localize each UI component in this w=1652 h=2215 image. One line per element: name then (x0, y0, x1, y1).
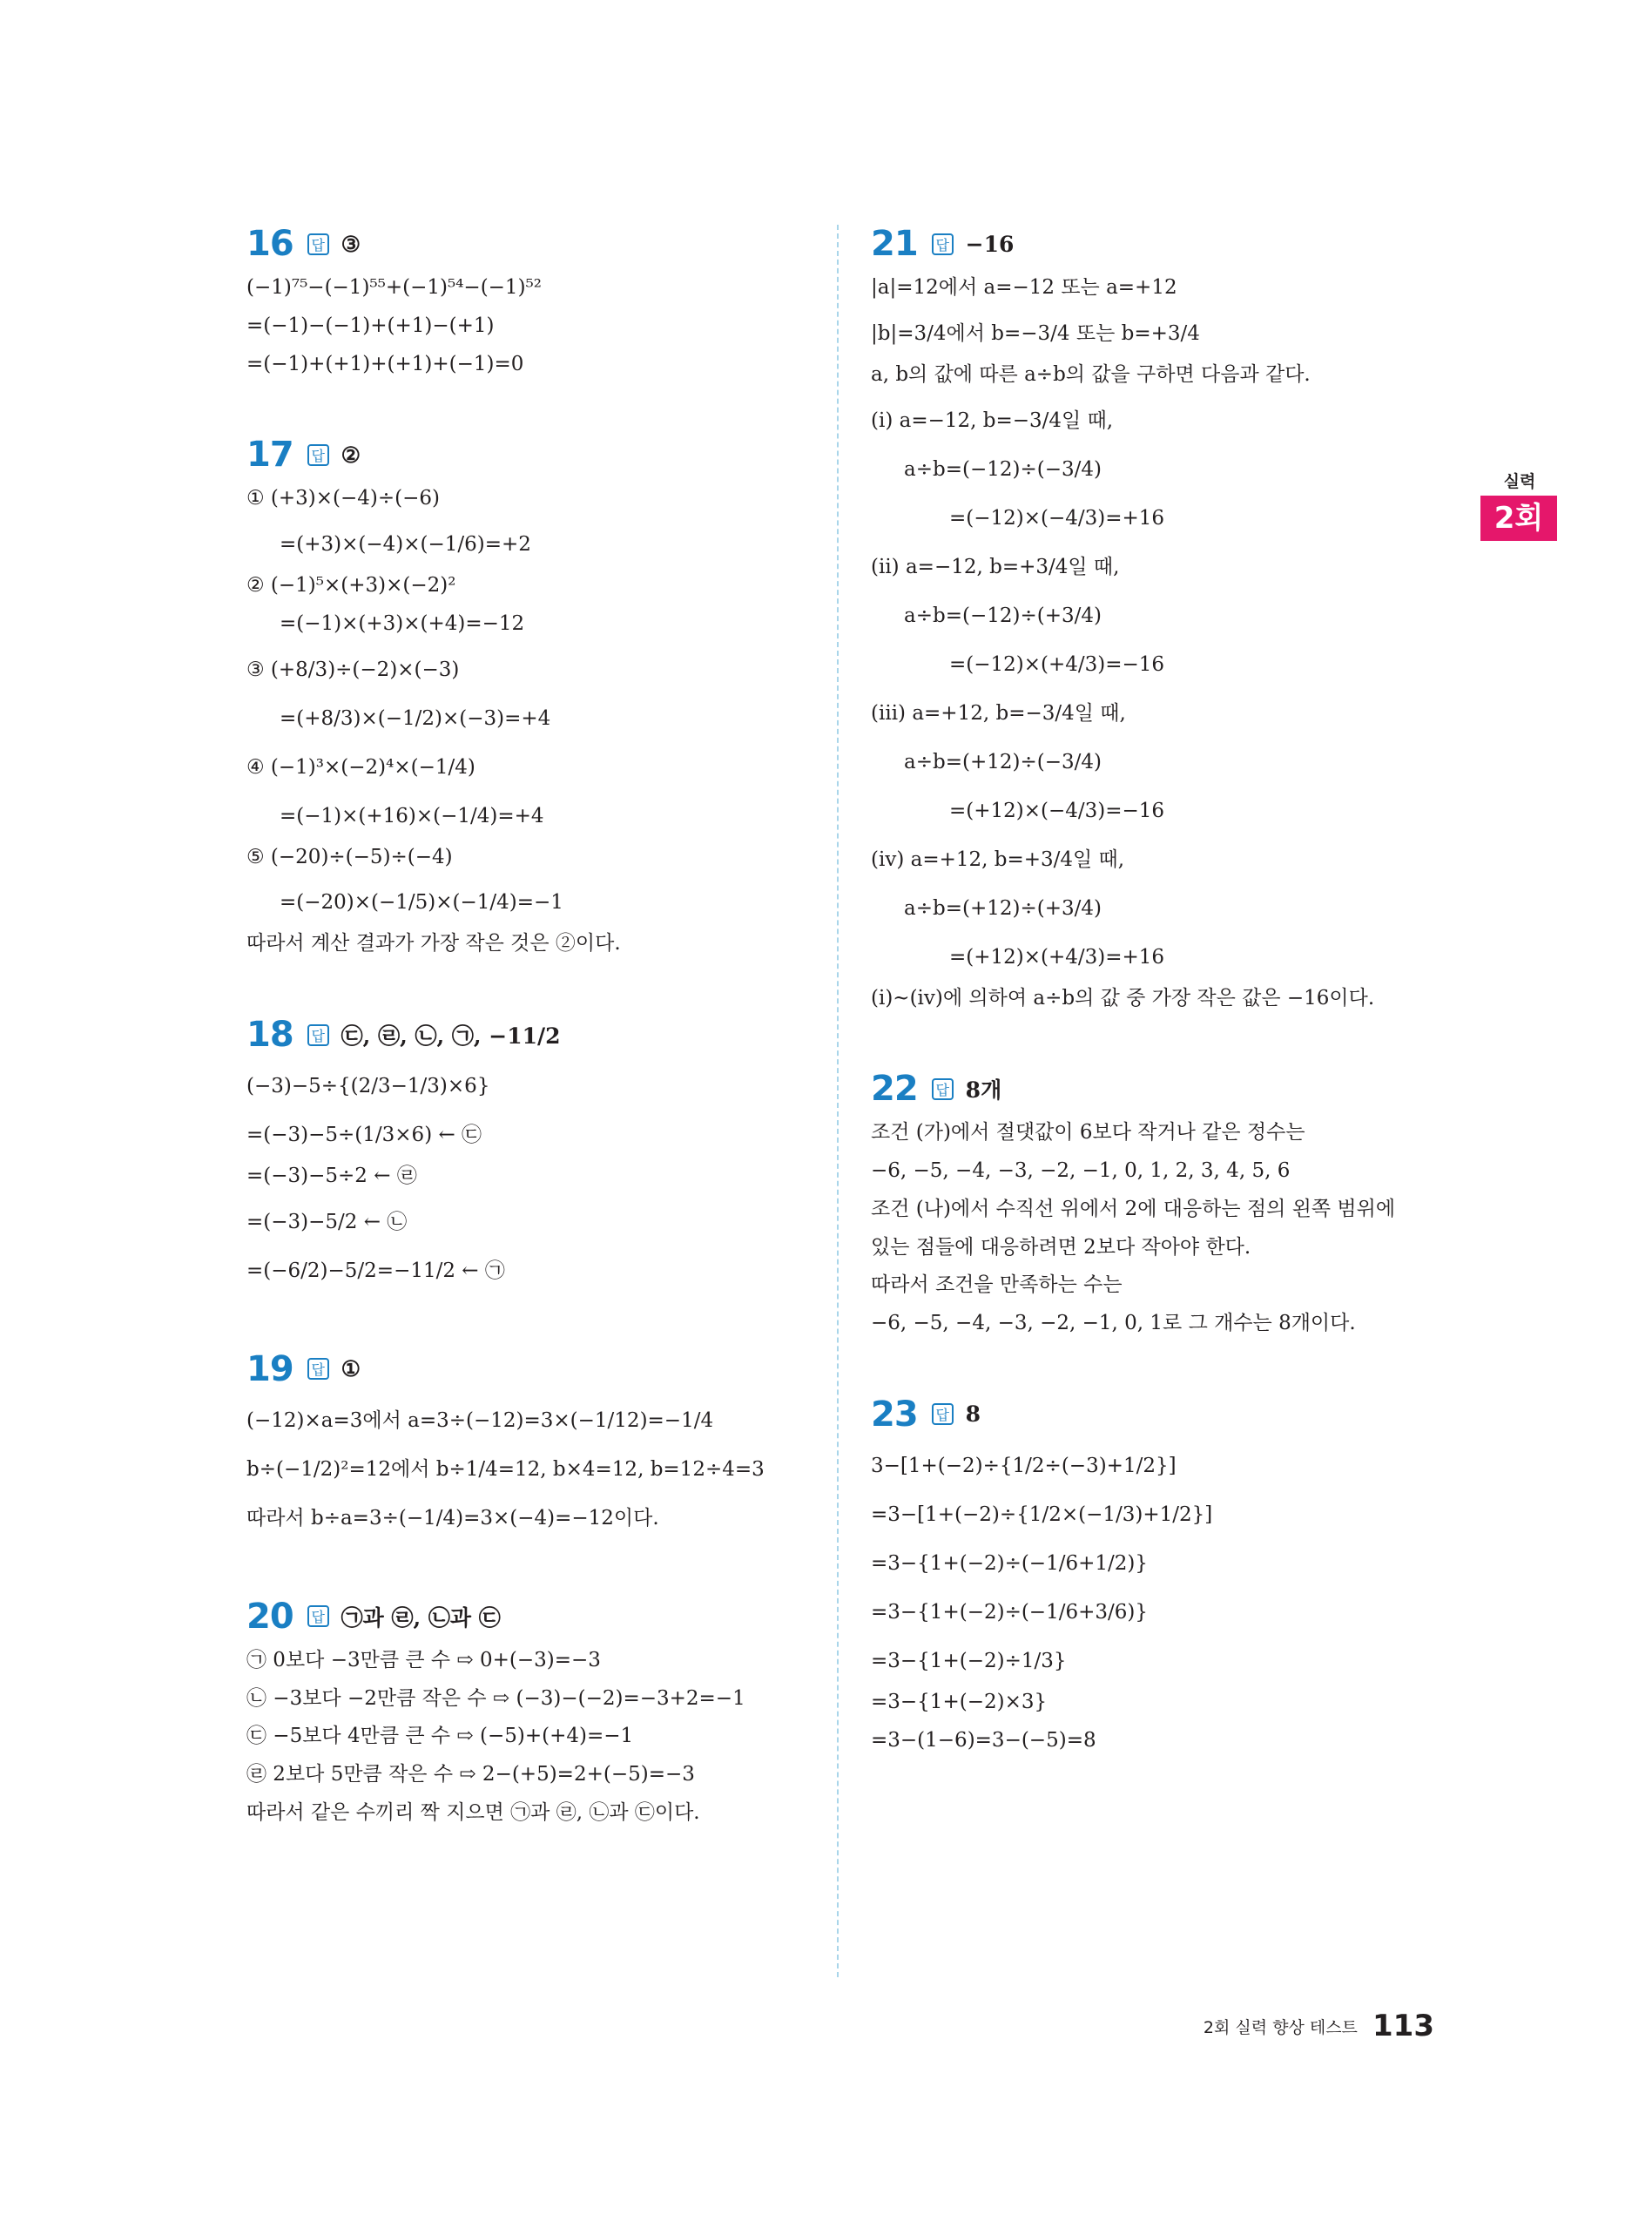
problem-18 (246, 1009, 804, 1291)
solution-line: ㉣ 2보다 5만큼 작은 수 ⇨ 2−(+5)=2+(−5)=−3 (246, 1763, 695, 1786)
problem-17 (246, 429, 804, 956)
solution-line: =(+12)×(−4/3)=−16 (949, 799, 1165, 822)
answer-value: ㉠과 ㉣, ㉡과 ㉢ (341, 1604, 501, 1631)
solution-line: =(−3)−5÷2 ← ㉣ (246, 1165, 417, 1187)
answer-badge: 답 (932, 1078, 954, 1100)
answer-value: ① (341, 1356, 361, 1382)
solution-line: (−12)×a=3에서 a=3÷(−12)=3×(−1/12)=−1/4 (246, 1408, 714, 1432)
answer-badge: 답 (307, 1024, 329, 1046)
right-column (871, 218, 1428, 1805)
problem-header (246, 1009, 804, 1061)
problem-header (246, 1590, 804, 1643)
solution-line: 3−[1+(−2)÷{1/2÷(−3)+1/2}] (871, 1454, 1177, 1477)
solution-line: a÷b=(−12)÷(−3/4) (904, 457, 1102, 481)
solution-line: =(−6/2)−5/2=−11/2 ← ㉠ (246, 1259, 505, 1282)
solution-line: =3−(1−6)=3−(−5)=8 (871, 1728, 1096, 1752)
answer-badge: 답 (307, 444, 329, 466)
answer-badge: 답 (307, 1605, 329, 1627)
left-column (246, 218, 804, 1878)
solution-line: a÷b=(+12)÷(+3/4) (904, 896, 1102, 920)
answer-badge: 답 (932, 233, 954, 255)
solution-line: (−1)⁷⁵−(−1)⁵⁵+(−1)⁵⁴−(−1)⁵² (246, 276, 542, 299)
problem-header (871, 1063, 1428, 1115)
solution-line: ⑤ (−20)÷(−5)÷(−4) (246, 845, 453, 868)
problem-header (246, 218, 804, 270)
footer-title: 2회 실력 향상 테스트 (1203, 2017, 1358, 2037)
solution-line: b÷(−1/2)²=12에서 b÷1/4=12, b×4=12, b=12÷4=3 (246, 1457, 765, 1481)
solution-line: =3−{1+(−2)×3} (871, 1690, 1048, 1713)
problem-header (246, 1343, 804, 1395)
solution-line: =(−12)×(−4/3)=+16 (949, 506, 1165, 530)
solution-line: −6, −5, −4, −3, −2, −1, 0, 1로 그 개수는 8개이다. (871, 1312, 1356, 1334)
solution-line: =(+8/3)×(−1/2)×(−3)=+4 (280, 706, 551, 730)
solution-line: =(−12)×(+4/3)=−16 (949, 652, 1165, 676)
solution-line: 따라서 계산 결과가 가장 작은 것은 ②이다. (246, 932, 621, 956)
solution-line: =3−{1+(−2)÷1/3} (871, 1649, 1067, 1672)
solution-line: ④ (−1)³×(−2)⁴×(−1/4) (246, 755, 475, 779)
page-footer (1132, 2009, 1434, 2043)
problem-header (871, 1388, 1428, 1441)
solution-line: =3−[1+(−2)÷{1/2×(−1/3)+1/2}] (871, 1503, 1213, 1526)
answer-value: 8 (965, 1401, 981, 1428)
solution-line: =3−{1+(−2)÷(−1/6+1/2)} (871, 1551, 1148, 1575)
solution-line: =(−1)×(+16)×(−1/4)=+4 (280, 804, 544, 827)
solution-line: =(−1)+(+1)+(+1)+(−1)=0 (246, 352, 524, 375)
answer-value: ㉢, ㉣, ㉡, ㉠, −11/2 (341, 1023, 561, 1049)
solution-line: |a|=12에서 a=−12 또는 a=+12 (871, 276, 1177, 299)
problem-number: 23 (871, 1394, 918, 1435)
solution-line: 있는 점들에 대응하려면 2보다 작아야 한다. (871, 1235, 1251, 1259)
problem-header (246, 429, 804, 481)
solution-line: (ⅰ)~(ⅳ)에 의하여 a÷b의 값 중 가장 작은 값은 −16이다. (871, 986, 1375, 1010)
problem-number: 22 (871, 1069, 918, 1110)
problem-number: 21 (871, 224, 918, 264)
answer-value: ③ (341, 231, 361, 257)
section-tab (1480, 469, 1557, 541)
solution-line: ㉠ 0보다 −3만큼 큰 수 ⇨ 0+(−3)=−3 (246, 1648, 601, 1671)
solution-line: =(−20)×(−1/5)×(−1/4)=−1 (280, 891, 563, 915)
problem-number: 16 (246, 224, 293, 264)
solution-line: a, b의 값에 따른 a÷b의 값을 구하면 다음과 같다. (871, 362, 1311, 386)
answer-badge: 답 (307, 233, 329, 255)
page-number: 113 (1372, 2009, 1434, 2043)
solution-line: =(−3)−5/2 ← ㉡ (246, 1210, 408, 1233)
answer-value: 8개 (965, 1077, 1002, 1104)
problem-19 (246, 1343, 804, 1538)
solution-line: 조건 (나)에서 수직선 위에서 2에 대응하는 점의 왼쪽 범위에 (871, 1197, 1396, 1220)
section-tab-label: 실력 (1503, 472, 1536, 491)
solution-line: ③ (+8/3)÷(−2)×(−3) (246, 658, 460, 681)
solution-line: ① (+3)×(−4)÷(−6) (246, 487, 441, 510)
problem-22 (871, 1063, 1428, 1336)
solution-line: =3−{1+(−2)÷(−1/6+3/6)} (871, 1600, 1148, 1624)
problem-number: 18 (246, 1015, 293, 1055)
answer-value: −16 (965, 231, 1015, 257)
solution-line: =(−3)−5÷(1/3×6) ← ㉢ (246, 1124, 482, 1146)
solution-line: (ⅲ) a=+12, b=−3/4일 때, (871, 701, 1126, 725)
section-tab-round: 2회 (1480, 496, 1557, 541)
problem-16 (246, 218, 804, 376)
column-divider (837, 225, 839, 1977)
problem-number: 20 (246, 1596, 293, 1637)
solution-line: −6, −5, −4, −3, −2, −1, 0, 1, 2, 3, 4, 5, 6 (871, 1159, 1291, 1182)
solution-line: ㉢ −5보다 4만큼 큰 수 ⇨ (−5)+(+4)=−1 (246, 1725, 634, 1748)
problem-header (871, 218, 1428, 270)
solution-line: (ⅳ) a=+12, b=+3/4일 때, (871, 848, 1125, 871)
solution-line: =(+12)×(+4/3)=+16 (949, 945, 1165, 969)
answer-badge: 답 (307, 1358, 329, 1380)
solution-line: =(−1)−(−1)+(+1)−(+1) (246, 314, 495, 337)
solution-line: |b|=3/4에서 b=−3/4 또는 b=+3/4 (871, 321, 1200, 345)
answer-value: ② (341, 442, 361, 468)
solution-line: 따라서 b÷a=3÷(−1/4)=3×(−4)=−12이다. (246, 1506, 659, 1530)
solution-line: 따라서 조건을 만족하는 수는 (871, 1273, 1123, 1297)
solution-line: ② (−1)⁵×(+3)×(−2)² (246, 574, 456, 597)
solution-line: =(−1)×(+3)×(+4)=−12 (280, 611, 525, 635)
solution-line: ㉡ −3보다 −2만큼 작은 수 ⇨ (−3)−(−2)=−3+2=−1 (246, 1686, 745, 1710)
solution-line: (ⅰ) a=−12, b=−3/4일 때, (871, 409, 1114, 432)
problem-number: 17 (246, 435, 293, 476)
solution-line: 따라서 같은 수끼리 짝 지으면 ㉠과 ㉣, ㉡과 ㉢이다. (246, 1800, 700, 1824)
solution-line: (−3)−5÷{(2/3−1/3)×6} (246, 1075, 490, 1097)
problem-23 (871, 1388, 1428, 1753)
solution-line: (ⅱ) a=−12, b=+3/4일 때, (871, 555, 1120, 578)
answer-badge: 답 (932, 1403, 954, 1425)
solution-line: =(+3)×(−4)×(−1/6)=+2 (280, 533, 531, 556)
solution-line: 조건 (가)에서 절댓값이 6보다 작거나 같은 정수는 (871, 1121, 1305, 1145)
problem-20 (246, 1590, 804, 1826)
problem-21 (871, 218, 1428, 1010)
solution-line: a÷b=(+12)÷(−3/4) (904, 750, 1102, 773)
problem-number: 19 (246, 1348, 293, 1389)
solution-line: a÷b=(−12)÷(+3/4) (904, 604, 1102, 627)
